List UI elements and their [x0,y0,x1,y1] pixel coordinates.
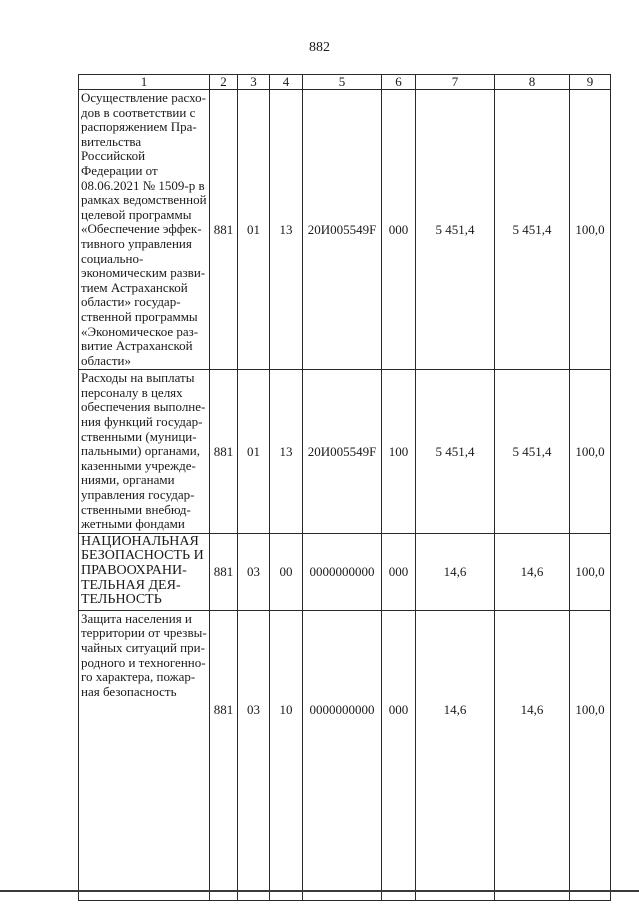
cell-subsection: 13 [270,370,303,534]
row-description: Осуществление расхо- дов в соответствии с распоряжением Пра- вительства Российской Федерации от 08.06.2021 № 1509-р в рамках ведомственной целевой программы «Обеспечение эффек- тивного управления социально- экономическим разви- тием Астраханской области» государ- ственной программы «Экономическое раз- витие Астраханской области» [79,90,210,370]
cell-value-col8: 5 451,4 [495,90,570,370]
page-bottom-rule [0,890,639,892]
column-header: 7 [416,75,495,90]
cell-value-col8: 5 451,4 [495,370,570,534]
cell-value-col7: 14,6 [416,610,495,900]
table-row [79,90,611,370]
table-row [79,370,611,534]
cell-percent: 100,0 [570,610,611,900]
cell-admin-code: 881 [210,610,238,900]
cell-subsection: 13 [270,90,303,370]
cell-expense-type: 100 [382,370,416,534]
cell-percent: 100,0 [570,533,611,610]
cell-value-col8: 14,6 [495,533,570,610]
header-row [79,75,611,90]
cell-percent: 100,0 [570,90,611,370]
column-header: 3 [238,75,270,90]
cell-value-col7: 14,6 [416,533,495,610]
cell-admin-code: 881 [210,533,238,610]
row-description: Расходы на выплаты персоналу в целях обеспечения выполне- ния функций государ- ственными (муници- пальными) органами, казенными учрежде- ниями, органами управления государ- ственными внебюд- жетными фондами [79,370,210,534]
cell-expense-type: 000 [382,610,416,900]
cell-target-article: 0000000000 [303,610,382,900]
column-header: 5 [303,75,382,90]
cell-target-article: 20И005549F [303,90,382,370]
column-header: 9 [570,75,611,90]
cell-value-col7: 5 451,4 [416,370,495,534]
cell-target-article: 20И005549F [303,370,382,534]
page-number: 882 [309,40,330,55]
column-header: 2 [210,75,238,90]
cell-value-col8: 14,6 [495,610,570,900]
cell-section: 03 [238,610,270,900]
row-description: Защита населения и территории от чрезвы- чайных ситуаций при- родного и техногенно- го характера, пожар- ная безопасность [79,610,210,900]
column-header: 4 [270,75,303,90]
cell-section: 01 [238,90,270,370]
cell-section: 01 [238,370,270,534]
column-header: 1 [79,75,210,90]
cell-admin-code: 881 [210,370,238,534]
cell-percent: 100,0 [570,370,611,534]
column-header: 8 [495,75,570,90]
cell-expense-type: 000 [382,533,416,610]
cell-expense-type: 000 [382,90,416,370]
cell-subsection: 00 [270,533,303,610]
table-row [79,533,611,610]
budget-table [78,74,611,901]
cell-target-article: 0000000000 [303,533,382,610]
row-description: НАЦИОНАЛЬНАЯ БЕЗОПАСНОСТЬ И ПРАВООХРАНИ- ТЕЛЬНАЯ ДЕЯ- ТЕЛЬНОСТЬ [79,533,210,610]
cell-value-col7: 5 451,4 [416,90,495,370]
cell-section: 03 [238,533,270,610]
table-row [79,610,611,900]
cell-subsection: 10 [270,610,303,900]
cell-admin-code: 881 [210,90,238,370]
column-header: 6 [382,75,416,90]
